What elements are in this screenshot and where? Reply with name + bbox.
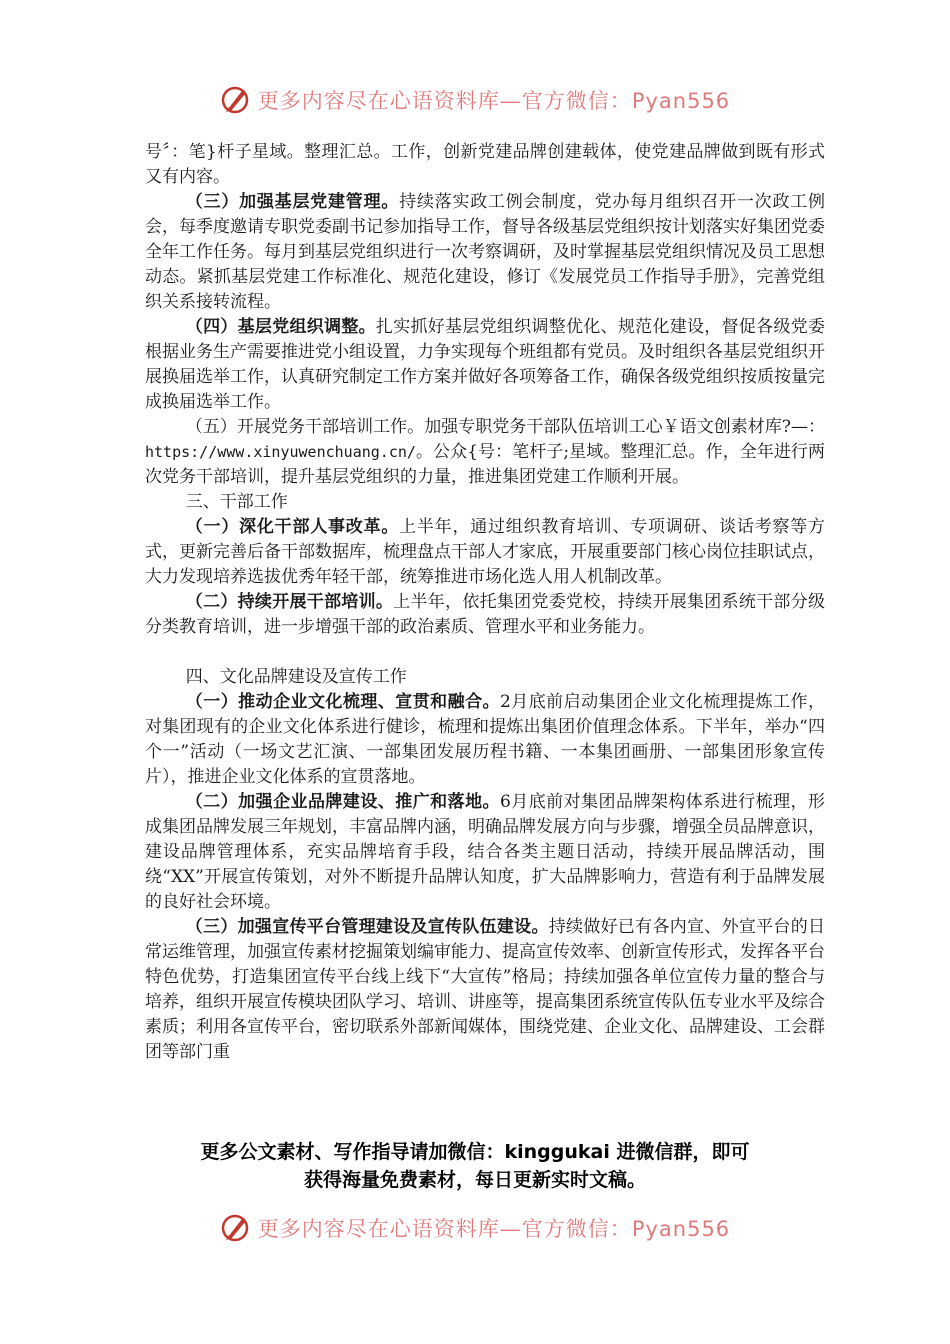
url-text: https://www.xinyuwenchuang.cn/ — [145, 443, 416, 461]
paragraph: （五）开展党务干部培训工作。加强专职党务干部队伍培训工心￥语文创素材库?—：https://www.xinyuwenchuang.cn/。公众{号：笔杆子;星域。整理汇总。作，全年进行两次党务干部培训，提升基层党组织的力量，推进集团党建工作顺利开展。 — [145, 417, 825, 487]
watermark-banner-top — [0, 80, 950, 120]
paragraph-heading: （一）推动企业文化梳理、宣贯和融合。 — [185, 692, 500, 712]
paragraph: （三）加强宣传平台管理建设及宣传队伍建设。持续做好已有各内宣、外宣平台的日常运维管理，加强宣传素材挖掘策划编审能力、提高宣传效率、创新宣传形式，发挥各平台特色优势，打造集团宣传平台线上线下“大宣传”格局；持续加强各单位宣传力量的整合与培养，组织开展宣传模块团队学习、培训、讲座等，提高集团系统宣传队伍专业水平及综合素质；利用各宣传平台，密切联系外部新闻媒体，围绕党建、企业文化、品牌建设、工会群团等部门重 — [145, 917, 826, 1062]
promo-notice — [100, 1138, 850, 1194]
promo-line-1: 更多公文素材、写作指导请加微信：kinggukai 进微信群，即可 — [200, 1141, 750, 1163]
paragraph: （四）基层党组织调整。扎实抓好基层党组织调整优化、规范化建设，督促各级党委根据业务生产需要推进党小组设置，力争实现每个班组都有党员。及时组织各基层党组织开展换届选举工作，认真研究制定工作方案并做好各项筹备工作，确保各级党组织按质按量完成换届选举工作。 — [145, 317, 826, 412]
banner-text: 更多内容尽在心语资料库—官方微信：Pyan556 — [257, 1217, 731, 1241]
pen-logo-icon — [220, 1213, 250, 1243]
banner-wechat-id: Pyan556 — [631, 1217, 731, 1241]
paragraph-heading: （四）基层党组织调整。 — [185, 317, 376, 337]
document-body — [145, 140, 825, 1065]
paragraph: （二）持续开展干部培训。上半年，依托集团党委党校，持续开展集团系统干部分级分类教育培训，进一步增强干部的政治素质、管理水平和业务能力。 — [145, 592, 826, 637]
watermark-banner-bottom — [0, 1208, 950, 1248]
paragraph: （一）推动企业文化梳理、宣贯和融合。2月底前启动集团企业文化梳理提炼工作，对集团现有的企业文化体系进行健诊，梳理和提炼出集团价值理念体系。下半年，举办“四个一”活动（一场文艺汇演、一部集团发展历程书籍、一本集团画册、一部集团形象宣传片），推进企业文化体系的宣贯落地。 — [145, 692, 825, 787]
paragraph-heading: （三）加强基层党建管理。 — [185, 192, 400, 212]
banner-wechat-id: Pyan556 — [631, 89, 731, 113]
promo-line-2: 获得海量免费素材，每日更新实时文稿。 — [303, 1169, 646, 1191]
paragraph: （三）加强基层党建管理。持续落实政工例会制度，党办每月组织召开一次政工例会，每季度邀请专职党委副书记参加指导工作，督导各级基层党组织按计划落实好集团党委全年工作任务。每月到基层党组织进行一次考察调研，及时掌握基层党组织情况及员工思想动态。紧抓基层党建工作标准化、规范化建设，修订《发展党员工作指导手册》，完善党组织关系接转流程。 — [145, 192, 826, 312]
paragraph: （一）深化干部人事改革。上半年，通过组织教育培训、专项调研、谈话考察等方式，更新完善后备干部数据库，梳理盘点干部人才家底，开展重要部门核心岗位挂职试点，大力发现培养选拔优秀年轻干部，统筹推进市场化选人用人机制改革。 — [145, 517, 826, 587]
paragraph-heading: （三）加强宣传平台管理建设及宣传队伍建设。 — [185, 917, 549, 937]
paragraph: （二）加强企业品牌建设、推广和落地。6月底前对集团品牌架构体系进行梳理，形成集团品牌发展三年规划，丰富品牌内涵，明确品牌发展方向与步骤，增强全员品牌意识，建设品牌管理体系，充实品牌培育手段，结合各类主题日活动，持续开展品牌活动，围绕“XX”开展宣传策划，对外不断提升品牌认知度，扩大品牌影响力，营造有利于品牌发展的良好社会环境。 — [145, 792, 825, 912]
section-title: 三、干部工作 — [185, 492, 288, 512]
paragraph-heading: （二）持续开展干部培训。 — [185, 592, 394, 612]
section-title: 四、文化品牌建设及宣传工作 — [185, 667, 407, 687]
pen-logo-icon — [220, 85, 250, 115]
paragraph-heading: （一）深化干部人事改革。 — [185, 517, 400, 537]
paragraph-heading: （二）加强企业品牌建设、推广和落地。 — [185, 792, 500, 812]
banner-text: 更多内容尽在心语资料库—官方微信：Pyan556 — [257, 89, 731, 113]
paragraph: 号〞：笔}杆子星域。整理汇总。工作，创新党建品牌创建载体，使党建品牌做到既有形式又有内容。 — [145, 142, 825, 187]
